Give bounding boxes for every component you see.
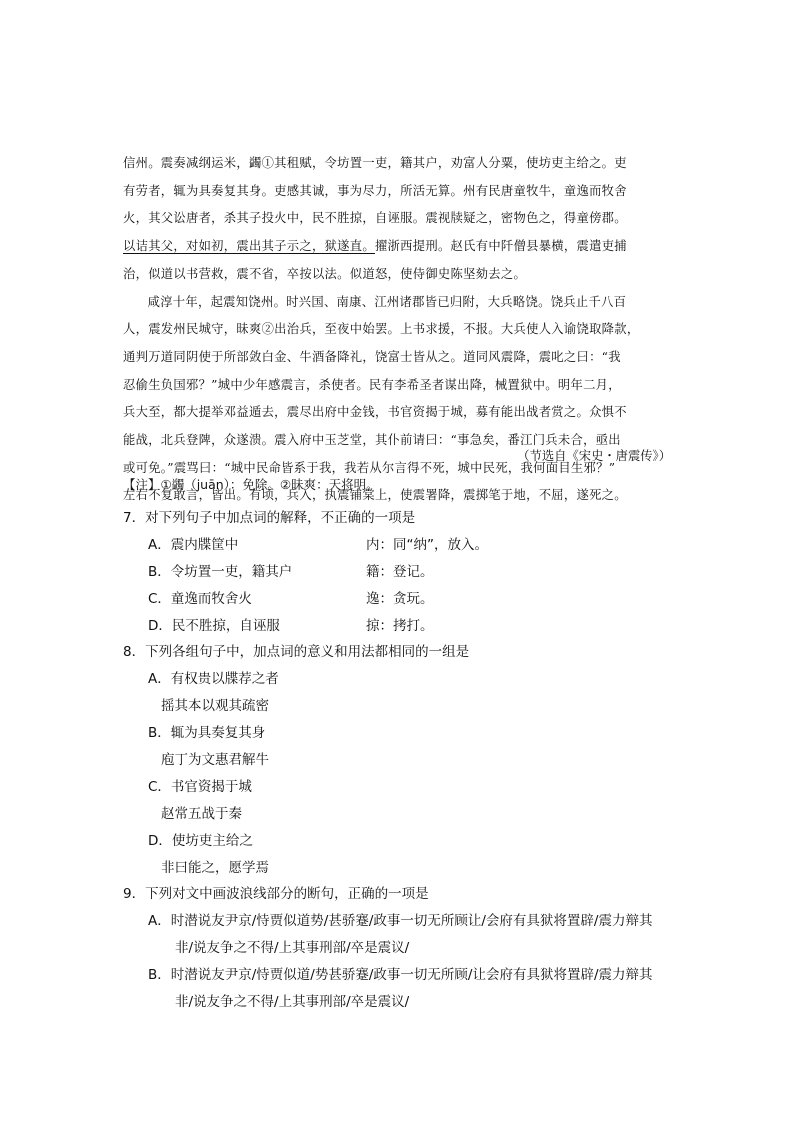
passage-source: （节选自《宋史・唐震传》） xyxy=(517,449,671,463)
question-7-option-d: D．民不胜掠，自诬服 掠：拷打。 xyxy=(148,617,434,634)
question-8-option-c-pair: 赵常五战于秦 xyxy=(161,805,242,822)
question-8-option-a-pair: 摇其本以观其疏密 xyxy=(161,698,269,715)
question-9-option-b: B．时潜说友尹京/恃贾似道/势甚骄蹇/政事一切无所顾/让会府有具狱将置辟/震力辩其 xyxy=(148,967,653,984)
passage-line: 兵大至，都大提举邓益遁去，震尽出府中金钱，书官资揭于城，募有能出战者赏之。众惧不 xyxy=(123,405,627,420)
passage-text: 擢浙西提刑。赵氏有中阡僧县暴横，震遣吏捕 xyxy=(374,239,627,254)
question-8-option-b-pair: 庖丁为文惠君解牛 xyxy=(161,752,269,769)
question-list xyxy=(123,505,683,1016)
question-9-option-b-cont: 非/说友争之不得/上其事刑部/卒是震议/ xyxy=(175,994,410,1011)
passage-line: 信州。震奏减纲运米，蠲①其租赋，令坊置一吏，籍其户，劝富人分粟，使坊吏主给之。吏 xyxy=(123,156,627,170)
question-7-option-c: C．童逸而牧舍火 逸：贪玩。 xyxy=(148,590,434,607)
passage-line xyxy=(123,233,679,261)
question-9-option-a: A．时潜说友尹京/恃贾似道势/甚骄蹇/政事一切无所顾让/会府有具狱将置辟/震力辩其 xyxy=(148,913,653,930)
question-7-stem: 7．对下列句子中加点词的解释，不正确的一项是 xyxy=(123,510,416,526)
passage-line: 通判万道同阴使于所部敛白金、牛酒备降礼，饶富士皆从之。道同风震降，震叱之曰：“我 xyxy=(123,349,621,364)
footnote: 【注】①蠲（juān）：免除。②昧爽：天将明。 xyxy=(123,477,379,492)
question-9-option-a-cont: 非/说友争之不得/上其事刑部/卒是震议/ xyxy=(175,940,410,957)
passage-line: 忍偷生负国邪？”城中少年感震言，杀使者。民有李希圣者谋出降，械置狱中。明年二月， xyxy=(123,377,621,392)
passage-line: 咸淳十年，起震知饶州。时兴国、南康、江州诸郡皆已归附，大兵略饶。饶兵止千八百 xyxy=(147,294,627,309)
question-8-option-d: D．使坊吏主给之 xyxy=(148,832,253,849)
question-9-stem: 9．下列对文中画波浪线部分的断句，正确的一项是 xyxy=(123,886,429,903)
question-8-option-d-pair: 非曰能之，愿学焉 xyxy=(161,859,269,876)
passage-line: 火，其父讼唐者，杀其子投火中，民不胜掠，自诬服。震视牍疑之，密物色之，得童傍郡。 xyxy=(123,211,627,226)
passage-line: 有劳者，辄为具奏复其身。吏感其诚，事为尽力，所活无算。州有民唐童牧牛，童逸而牧舍 xyxy=(123,183,627,198)
passage-line: 人，震发州民城守，昧爽②出治兵，至夜中始罢。上书求援，不报。大兵使人入谕饶取降款， xyxy=(123,322,640,337)
question-8-option-b: B．辄为具奏复其身 xyxy=(148,725,266,742)
question-8-option-a: A．有权贵以牒荐之者 xyxy=(148,671,279,688)
passage-line: 左右不复敢言，皆出。有顷，兵入，执震铺棠上，使震署降，震掷笔于地，不屈，遂死之。 xyxy=(123,488,627,503)
question-8-option-c: C．书官资揭于城 xyxy=(148,778,252,795)
question-8-stem: 8．下列各组句子中，加点词的意义和用法都相同的一组是 xyxy=(123,644,470,661)
passage-line: 能战，北兵登陴，众遂溃。震入府中玉芝堂，其仆前请曰：“事急矣，番江门兵未合，亟出 xyxy=(123,433,621,448)
passage-line: 或可免。”震骂曰：“城中民命皆系于我，我若从尔言得不死，城中民死，我何面目生邪？” xyxy=(123,460,616,475)
underlined-sentence: 以诘其父，对如初，震出其子示之，狱遂直。 xyxy=(123,239,375,254)
passage-line: 治，似道以书营救，震不省，卒按以法。似道怒，使侍御史陈坚劾去之。 xyxy=(123,266,527,281)
question-7-option-a: A．震内牒筐中 内：同“纳”，放入。 xyxy=(148,536,488,553)
question-7-option-b: B．令坊置一吏，籍其户 籍：登记。 xyxy=(148,563,434,580)
